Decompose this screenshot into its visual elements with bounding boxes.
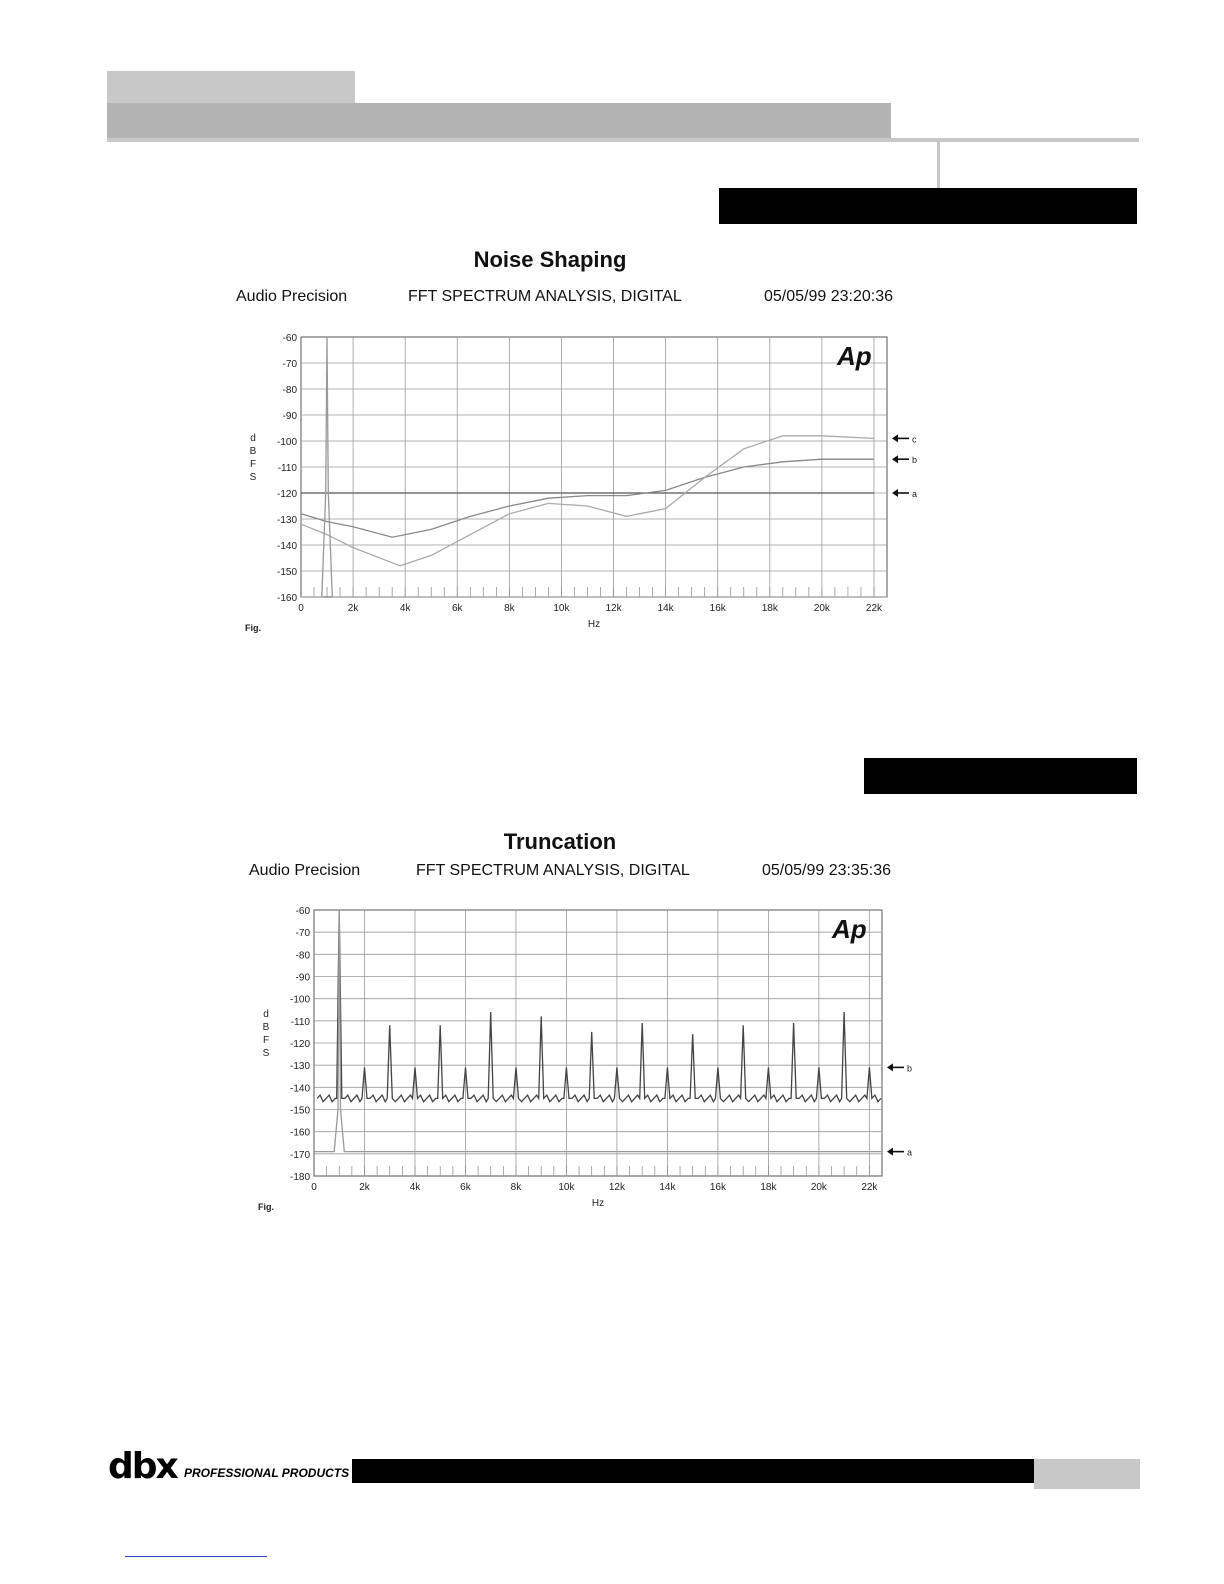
chart-1-series-a-label: a — [912, 489, 918, 499]
chart-2-y-tick-label: -110 — [290, 1016, 310, 1028]
chart-1-header-center: FFT SPECTRUM ANALYSIS, DIGITAL — [408, 288, 682, 305]
chart-2-y-tick-label: -60 — [295, 906, 310, 917]
chart-2-y-tick-label: -90 — [295, 972, 310, 984]
chart-1-y-tick-label: -90 — [282, 411, 297, 422]
chart-2-y-axis-label: F — [262, 1035, 270, 1046]
footer-link-underline — [125, 1556, 267, 1557]
chart-1-y-tick-label: -130 — [276, 515, 297, 526]
chart-1-series-c-label: c — [912, 434, 917, 445]
chart-2-y-tick-label: -130 — [289, 1061, 310, 1073]
chart-1-title: Noise Shaping — [473, 247, 627, 272]
chart-2-x-tick-label: 2k — [359, 1182, 370, 1193]
chart-1-x-tick-label: 18k — [761, 603, 778, 614]
header-divider — [937, 142, 940, 188]
chart-1-series-b-label: b — [912, 455, 918, 466]
chart-1-y-tick-label: -110 — [277, 463, 297, 474]
chart-1-header-right: 05/05/99 23:20:36 — [764, 288, 894, 305]
chart-1-y-axis-label: F — [249, 459, 257, 470]
section-banner-1 — [719, 188, 1137, 224]
header-tab — [107, 71, 355, 103]
footer-tagline: PROFESSIONAL PRODUCTS — [184, 1466, 350, 1480]
chart-2-y-axis-label: S — [262, 1048, 270, 1059]
footer-bar — [352, 1459, 1034, 1483]
chart-2-y-axis-label: B — [262, 1022, 270, 1033]
chart-1-y-axis-label: B — [249, 446, 257, 457]
chart-1-series-c-arrowhead — [892, 434, 898, 442]
chart-2-x-tick-label: 10k — [558, 1182, 575, 1193]
chart-1-header-left: Audio Precision — [236, 288, 348, 305]
chart-2-x-tick-label: 14k — [659, 1182, 676, 1193]
chart-1-y-axis-label: d — [250, 433, 256, 444]
chart-2-x-tick-label: 8k — [510, 1182, 522, 1193]
chart-1-x-tick-label: 14k — [657, 603, 674, 614]
chart-2-y-tick-label: -70 — [295, 928, 310, 940]
chart-1-x-tick-label: 4k — [399, 603, 411, 614]
chart-1-x-tick-label: 20k — [813, 603, 830, 614]
chart-2-y-tick-label: -80 — [295, 950, 310, 962]
chart-2-x-tick-label: 12k — [608, 1182, 625, 1193]
chart-2-y-tick-label: -180 — [289, 1172, 310, 1183]
chart-2-y-tick-label: -140 — [289, 1083, 310, 1095]
chart-2-x-axis-label: Hz — [591, 1198, 605, 1209]
chart-1-x-tick-label: 2k — [347, 603, 359, 614]
chart-1-x-tick-label: 16k — [709, 603, 726, 614]
chart-2-series-a-label: a — [907, 1147, 913, 1158]
chart-2-series-a-arrowhead — [887, 1148, 893, 1156]
footer-page-tab — [1034, 1459, 1140, 1489]
chart-1-x-tick-label: 10k — [553, 603, 570, 614]
chart-1-plot — [230, 325, 920, 645]
chart-2-series-b-label: b — [907, 1063, 913, 1074]
chart-2-y-axis-label: d — [263, 1009, 269, 1020]
chart-1-y-tick-label: -150 — [276, 567, 297, 578]
chart-1-y-tick-label: -70 — [282, 359, 297, 370]
chart-1-x-tick-label: 22k — [865, 603, 883, 614]
chart-2-x-tick-label: 4k — [409, 1182, 421, 1193]
chart-1-x-tick-label: 0 — [298, 603, 304, 614]
section-banner-2 — [864, 758, 1137, 794]
chart-2-x-tick-label: 22k — [861, 1182, 878, 1193]
chart-2-x-tick-label: 18k — [760, 1182, 777, 1193]
chart-2-x-tick-label: 0 — [311, 1182, 317, 1193]
chart-2-title: Truncation — [503, 829, 617, 854]
chart-2-x-tick-label: 20k — [810, 1182, 827, 1193]
header-bar — [107, 103, 891, 138]
chart-2-ap-logo: Ap — [832, 914, 867, 944]
chart-1-y-tick-label: -120 — [276, 489, 297, 500]
chart-1-x-tick-label: 12k — [605, 603, 622, 614]
chart-1-y-tick-label: -100 — [276, 437, 297, 448]
chart-1-series-a-arrowhead — [892, 489, 898, 497]
chart-2-y-tick-label: -150 — [289, 1105, 310, 1117]
chart-2-header-right: 05/05/99 23:35:36 — [762, 862, 892, 879]
chart-1-y-tick-label: -140 — [276, 541, 297, 552]
chart-1-y-tick-label: -60 — [282, 333, 297, 344]
chart-2-y-tick-label: -160 — [289, 1127, 310, 1139]
chart-1-ap-logo: Ap — [837, 341, 872, 371]
chart-1-y-tick-label: -160 — [276, 593, 297, 604]
header-rule — [107, 138, 1139, 142]
chart-1-series-b-arrowhead — [892, 455, 898, 463]
chart-1-x-tick-label: 8k — [504, 603, 515, 614]
chart-2-fig-label: Fig. — [258, 1202, 274, 1212]
chart-2-header-center: FFT SPECTRUM ANALYSIS, DIGITAL — [416, 862, 690, 879]
dbx-logo: dbx — [108, 1446, 177, 1487]
chart-2-plot — [240, 898, 930, 1220]
chart-2-series-b-arrowhead — [887, 1063, 893, 1071]
chart-2-y-tick-label: -120 — [289, 1039, 310, 1050]
chart-1-y-tick-label: -80 — [282, 385, 297, 396]
chart-2-x-tick-label: 6k — [460, 1182, 471, 1193]
chart-1-x-tick-label: 6k — [451, 603, 463, 614]
chart-1-y-axis-label: S — [249, 472, 257, 483]
chart-1-x-axis-label: Hz — [587, 619, 601, 630]
chart-2-x-tick-label: 16k — [709, 1182, 726, 1193]
chart-2-y-tick-label: -170 — [289, 1149, 310, 1161]
chart-2-y-tick-label: -100 — [289, 994, 310, 1006]
chart-1-fig-label: Fig. — [245, 623, 261, 633]
chart-2-header-left: Audio Precision — [249, 862, 361, 879]
